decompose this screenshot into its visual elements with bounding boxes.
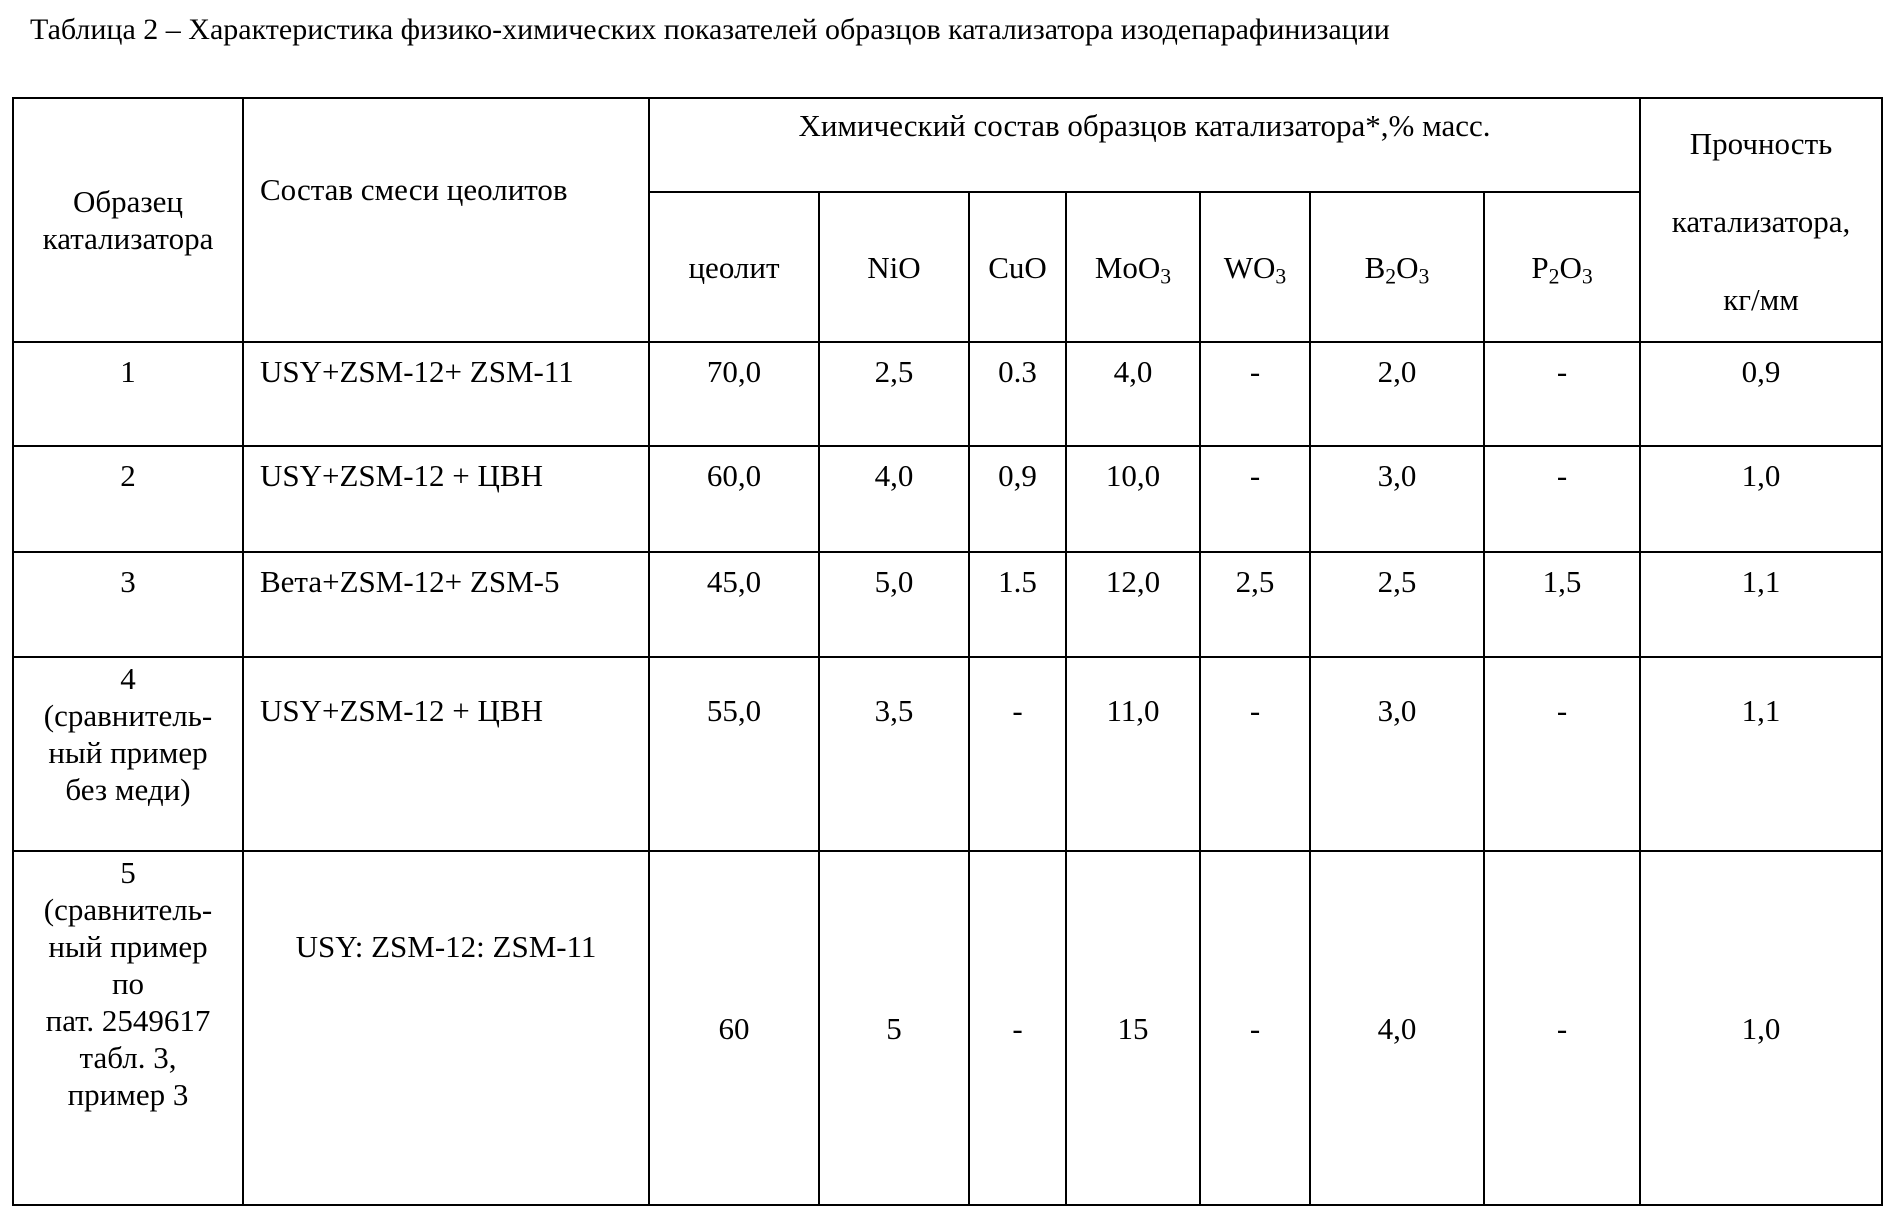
table-row: [13, 657, 1882, 851]
sample-line: 4: [120, 661, 136, 696]
table-row: [13, 552, 1882, 657]
header-col-b2o3-sub1: 2: [1385, 263, 1397, 288]
header-strength-line-3: кг/мм: [1723, 282, 1799, 317]
cell-zeolite: 55,0: [649, 657, 819, 851]
sample-line: ный пример: [48, 929, 208, 964]
header-col-wo3-sub: 3: [1275, 263, 1287, 288]
header-col-p2o3-b: O: [1559, 249, 1582, 285]
cell-zeolite: 70,0: [649, 342, 819, 446]
cell-mixture: USY+ZSM-12 + ЦВН: [243, 657, 649, 851]
header-col-cuo-text: CuO: [988, 249, 1047, 285]
catalyst-properties-table: [12, 97, 1883, 1206]
table-row: [13, 851, 1882, 1205]
header-mixture-text: Состав смеси цеолитов: [260, 172, 568, 207]
header-chemical-composition-text: Химический состав образцов катализатора*,% масс.: [798, 108, 1491, 143]
cell-strength: 0,9: [1640, 342, 1882, 446]
cell-b2o3: 3,0: [1310, 657, 1484, 851]
header-col-p2o3: [1484, 192, 1640, 342]
cell-zeolite: 60: [649, 851, 819, 1205]
cell-p2o3: -: [1484, 342, 1640, 446]
cell-wo3: -: [1200, 446, 1310, 552]
header-strength: [1640, 98, 1882, 342]
header-strength-line-2: катализатора,: [1671, 204, 1851, 239]
sample-line: пример 3: [67, 1077, 189, 1112]
cell-mixture: USY+ZSM-12 + ЦВН: [243, 446, 649, 552]
cell-b2o3: 2,0: [1310, 342, 1484, 446]
cell-strength: 1,0: [1640, 851, 1882, 1205]
header-col-moo3-base: MoO: [1094, 249, 1161, 285]
sample-line: 1: [120, 354, 136, 389]
header-col-b2o3: [1310, 192, 1484, 342]
cell-wo3: -: [1200, 851, 1310, 1205]
header-col-cuo: [969, 192, 1066, 342]
sample-line: 5: [120, 855, 136, 890]
sample-line: 2: [120, 458, 136, 493]
cell-nio: 5,0: [819, 552, 969, 657]
table-row: [13, 446, 1882, 552]
cell-zeolite: 60,0: [649, 446, 819, 552]
sample-line: (сравнитель-: [43, 698, 213, 733]
cell-sample: [13, 851, 243, 1205]
cell-p2o3: -: [1484, 446, 1640, 552]
header-col-nio: [819, 192, 969, 342]
cell-cuo: 0.3: [969, 342, 1066, 446]
cell-nio: 4,0: [819, 446, 969, 552]
sample-line: без меди): [65, 772, 191, 807]
header-col-b2o3-sub2: 3: [1418, 263, 1430, 288]
table-row: [13, 342, 1882, 446]
cell-cuo: 0,9: [969, 446, 1066, 552]
cell-mixture: Beта+ZSM-12+ ZSM-5: [243, 552, 649, 657]
cell-p2o3: 1,5: [1484, 552, 1640, 657]
header-col-zeolite-text: цеолит: [688, 249, 780, 285]
cell-moo3: 12,0: [1066, 552, 1200, 657]
sample-line: по: [111, 966, 145, 1001]
sample-line: ный пример: [48, 735, 208, 770]
cell-p2o3: -: [1484, 851, 1640, 1205]
cell-b2o3: 4,0: [1310, 851, 1484, 1205]
cell-p2o3: -: [1484, 657, 1640, 851]
header-sample: [13, 98, 243, 342]
header-col-moo3: [1066, 192, 1200, 342]
cell-strength: 1,1: [1640, 657, 1882, 851]
header-col-moo3-sub: 3: [1160, 263, 1172, 288]
cell-wo3: 2,5: [1200, 552, 1310, 657]
header-col-b2o3-a: B: [1364, 249, 1386, 285]
header-col-nio-text: NiO: [867, 249, 921, 285]
header-col-zeolite: [649, 192, 819, 342]
cell-nio: 5: [819, 851, 969, 1205]
cell-cuo: -: [969, 657, 1066, 851]
cell-b2o3: 2,5: [1310, 552, 1484, 657]
cell-sample: [13, 657, 243, 851]
cell-zeolite: 45,0: [649, 552, 819, 657]
sample-line: (сравнитель-: [43, 892, 213, 927]
cell-nio: 2,5: [819, 342, 969, 446]
header-col-wo3-base: WO: [1223, 249, 1276, 285]
header-col-p2o3-sub2: 3: [1581, 263, 1593, 288]
sample-line: пат. 2549617: [45, 1003, 211, 1038]
cell-sample: [13, 342, 243, 446]
cell-mixture: USY+ZSM-12+ ZSM-11: [243, 342, 649, 446]
header-mixture: [243, 98, 649, 342]
header-col-wo3: [1200, 192, 1310, 342]
sample-line: 3: [120, 564, 136, 599]
sample-line: табл. 3,: [79, 1040, 177, 1075]
header-col-b2o3-b: O: [1396, 249, 1419, 285]
cell-moo3: 4,0: [1066, 342, 1200, 446]
header-strength-line-1: Прочность: [1689, 126, 1833, 161]
cell-strength: 1,1: [1640, 552, 1882, 657]
cell-cuo: -: [969, 851, 1066, 1205]
cell-nio: 3,5: [819, 657, 969, 851]
table-caption: Таблица 2 – Характеристика физико-химических показателей образцов катализатора изодепарафинизации: [30, 13, 1390, 46]
cell-mixture: USY: ZSM-12: ZSM-11: [243, 851, 649, 1205]
header-sample-text: Образец катализатора: [42, 184, 214, 256]
cell-sample: [13, 552, 243, 657]
cell-moo3: 11,0: [1066, 657, 1200, 851]
cell-moo3: 10,0: [1066, 446, 1200, 552]
cell-b2o3: 3,0: [1310, 446, 1484, 552]
cell-cuo: 1.5: [969, 552, 1066, 657]
header-col-p2o3-sub1: 2: [1548, 263, 1560, 288]
header-chemical-composition: [649, 98, 1640, 192]
cell-sample: [13, 446, 243, 552]
cell-wo3: -: [1200, 342, 1310, 446]
header-col-p2o3-a: P: [1531, 249, 1549, 285]
cell-strength: 1,0: [1640, 446, 1882, 552]
header-row-top: [13, 98, 1882, 192]
cell-moo3: 15: [1066, 851, 1200, 1205]
cell-wo3: -: [1200, 657, 1310, 851]
